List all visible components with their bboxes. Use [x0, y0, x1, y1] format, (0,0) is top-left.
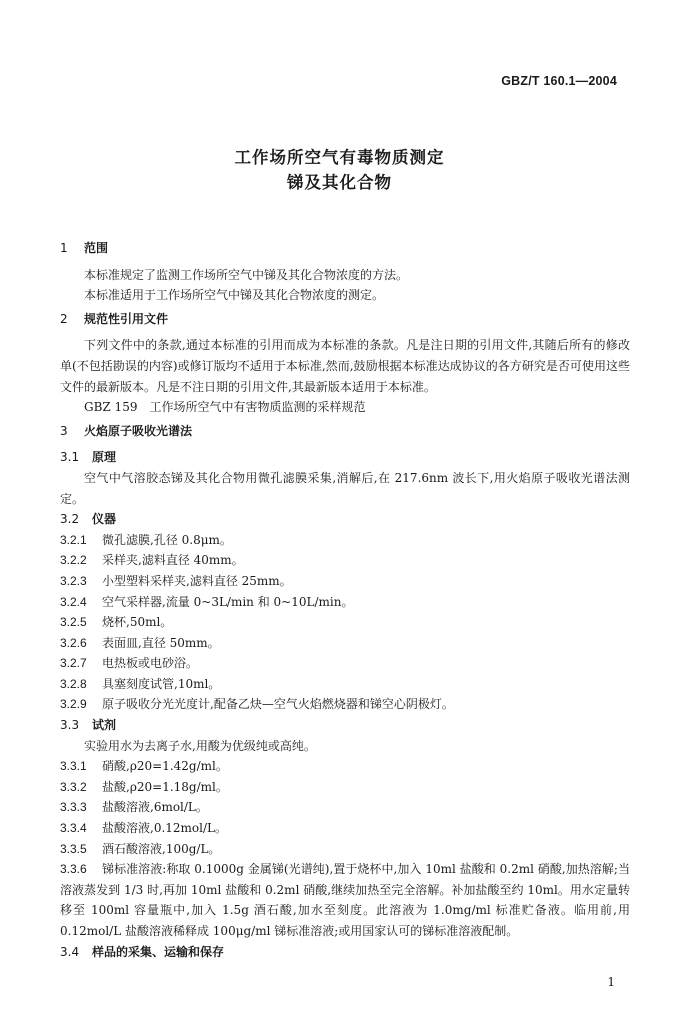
item-number: 3.3.6 [60, 862, 87, 877]
subsection-title: 试剂 [92, 718, 117, 733]
section-number: 3 [60, 423, 68, 438]
section-title: 火焰原子吸收光谱法 [84, 423, 193, 438]
item-text: 盐酸溶液,6mol/L。 [102, 800, 208, 815]
item-number: 3.3.4 [60, 821, 87, 836]
section-2-heading [60, 309, 630, 330]
list-item [60, 777, 630, 798]
document-body [60, 238, 630, 962]
paragraph: 本标准适用于工作场所空气中锑及其化合物浓度的测定。 [84, 288, 385, 303]
list-item [60, 859, 630, 941]
subsection-title: 原理 [92, 450, 117, 465]
item-text: 烧杯,50ml。 [102, 615, 173, 630]
item-text: 硝酸,ρ20=1.42g/ml。 [102, 759, 228, 774]
item-text: 锑标准溶液:称取 0.1000g 金属锑(光谱纯),置于烧杯中,加入 10ml 盐酸和 0.2ml 硝酸,加热溶解;当溶液蒸发到 1/3 时,再加 10ml 盐酸和 0.2ml 硝酸,继续加热至完全溶解。补加盐酸至约 10ml。用水定量转移至 100ml 容量瓶中,加入 1.5g 酒石酸,加水至刻度。此溶液为 1.0mg/ml 标准贮备液。临用前,用 0.12mol/L 盐酸溶液稀释成 100μg/ml 锑标准溶液;或用国家认可的锑标准溶液配制。 [60, 862, 630, 938]
section-title: 规范性引用文件 [84, 311, 169, 326]
section-1-heading [60, 238, 630, 259]
list-item [60, 818, 630, 839]
item-text: 空气采样器,流量 0~3L/min 和 0~10L/min。 [102, 594, 354, 609]
subsection-3-3-heading [60, 715, 630, 736]
item-text: 原子吸收分光光度计,配备乙炔—空气火焰燃烧器和锑空心阴极灯。 [102, 697, 454, 712]
item-text: 小型塑料采样夹,滤料直径 25mm。 [102, 573, 292, 588]
standard-code: GBZ/T 160.1—2004 [501, 74, 617, 88]
item-text: 电热板或电砂浴。 [102, 656, 199, 671]
list-item [60, 592, 630, 613]
item-number: 3.2.2 [60, 553, 87, 568]
subsection-title: 样品的采集、运输和保存 [92, 944, 225, 959]
list-item [60, 839, 630, 860]
item-text: 具塞刻度试管,10ml。 [102, 676, 221, 691]
subsection-number: 3.4 [60, 944, 80, 959]
item-number: 3.3.5 [60, 841, 87, 856]
item-number: 3.2.8 [60, 676, 87, 691]
item-number: 3.2.7 [60, 656, 87, 671]
paragraph: 空气中气溶胶态锑及其化合物用微孔滤膜采集,消解后,在 217.6nm 波长下,用火焰原子吸收光谱法测定。 [60, 470, 630, 506]
document-title: 工作场所空气有毒物质测定 [234, 148, 445, 167]
item-text: 酒石酸溶液,100g/L。 [102, 841, 221, 856]
subsection-number: 3.1 [60, 450, 80, 465]
paragraph: 本标准规定了监测工作场所空气中锑及其化合物浓度的方法。 [84, 267, 409, 282]
subsection-3-2-heading [60, 509, 630, 530]
item-text: 盐酸溶液,0.12mol/L。 [102, 821, 227, 836]
section-number: 2 [60, 311, 68, 326]
list-item [60, 571, 630, 592]
item-number: 3.2.4 [60, 594, 87, 609]
item-number: 3.3.3 [60, 800, 87, 815]
item-number: 3.2.3 [60, 573, 87, 588]
page-number: 1 [607, 975, 615, 989]
subsection-number: 3.2 [60, 512, 80, 527]
section-title: 范围 [84, 241, 109, 255]
section-3-heading [60, 421, 630, 442]
item-number: 3.2.6 [60, 635, 87, 650]
list-item [60, 756, 630, 777]
subsection-title: 仪器 [92, 512, 117, 527]
subsection-number: 3.3 [60, 718, 80, 733]
document-subtitle: 锑及其化合物 [287, 173, 392, 192]
item-number: 3.3.1 [60, 759, 87, 774]
list-item [60, 653, 630, 674]
item-number: 3.3.2 [60, 779, 87, 794]
item-number: 3.2.9 [60, 697, 87, 712]
paragraph: 下列文件中的条款,通过本标准的引用而成为本标准的条款。凡是注日期的引用文件,其随后所有的修改单(不包括勘误的内容)或修订版均不适用于本标准,然而,鼓励根据本标准达成协议的各方研究是否可使用这些文件的最新版本。凡是不注日期的引用文件,其最新版本适用于本标准。 [60, 338, 630, 394]
list-item [60, 612, 630, 633]
subsection-3-1-heading [60, 447, 630, 468]
item-text: 盐酸,ρ20=1.18g/ml。 [102, 779, 228, 794]
item-text: 采样夹,滤料直径 40mm。 [102, 553, 244, 568]
section-number: 1 [60, 241, 68, 255]
list-item [60, 674, 630, 695]
list-item [60, 550, 630, 571]
item-number: 3.2.1 [60, 532, 87, 547]
list-item [60, 694, 630, 715]
reference-entry: GBZ 159 工作场所空气中有害物质监测的采样规范 [84, 400, 366, 415]
list-item [60, 633, 630, 654]
list-item [60, 797, 630, 818]
item-text: 表面皿,直径 50mm。 [102, 635, 220, 650]
paragraph: 实验用水为去离子水,用酸为优级纯或高纯。 [84, 738, 316, 753]
item-text: 微孔滤膜,孔径 0.8μm。 [102, 532, 232, 547]
item-number: 3.2.5 [60, 615, 87, 630]
list-item [60, 530, 630, 551]
subsection-3-4-heading [60, 942, 630, 963]
